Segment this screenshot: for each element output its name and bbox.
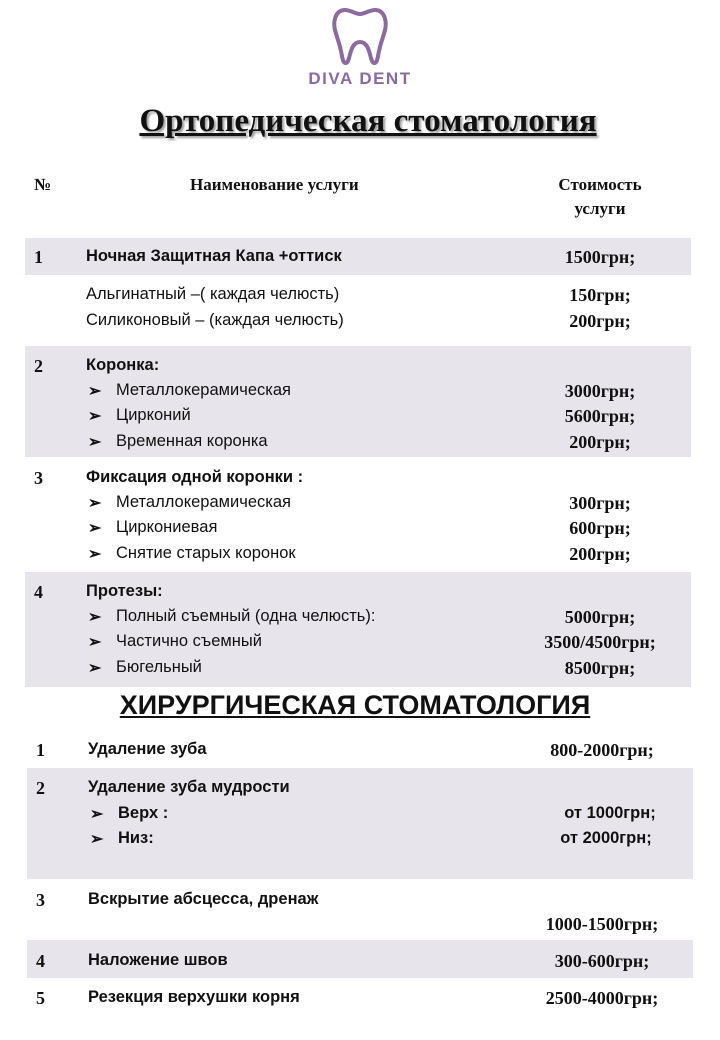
service-price: 200грн;: [569, 432, 631, 452]
service-option: Цирконий: [116, 406, 191, 424]
service-option: Верх :: [118, 804, 169, 822]
row-number: 4: [36, 951, 45, 971]
service-name: Коронка:: [86, 356, 160, 374]
row-number: 2: [36, 778, 45, 798]
row-number: 5: [36, 988, 45, 1008]
arrow-bullet-icon: ➢: [88, 495, 102, 512]
arrow-bullet-icon: ➢: [88, 634, 102, 651]
service-option: Металлокерамическая: [116, 493, 291, 511]
arrow-bullet-icon: ➢: [88, 546, 102, 563]
service-price: 8500грн;: [564, 658, 636, 678]
service-price: от 2000грн;: [560, 829, 652, 847]
service-name: Удаление зуба: [88, 740, 207, 758]
section-title: ХИРУРГИЧЕСКАЯ СТОМАТОЛОГИЯ: [119, 690, 591, 720]
logo: [285, 6, 435, 86]
service-price: 200грн;: [569, 544, 631, 564]
tooth-icon: [331, 6, 389, 68]
service-name: Резекция верхушки корня: [88, 988, 300, 1006]
service-option: Циркониевая: [116, 518, 218, 536]
service-price: от 1000грн;: [564, 804, 656, 822]
page-title: Ортопедическая стоматология: [139, 103, 597, 139]
service-name: Ночная Защитная Капа +оттиск: [86, 247, 342, 265]
service-name: Протезы:: [86, 582, 163, 600]
arrow-bullet-icon: ➢: [88, 383, 102, 400]
service-option: Полный съемный (одна челюсть):: [116, 607, 376, 625]
service-name: Наложение швов: [88, 951, 228, 969]
service-price: 5600грн;: [564, 406, 636, 426]
service-option: Временная коронка: [116, 432, 268, 450]
service-option: Альгинатный –( каждая челюсть): [86, 285, 340, 303]
service-option: Низ:: [118, 829, 154, 847]
service-price: 300-600грн;: [554, 951, 650, 971]
arrow-bullet-icon: ➢: [88, 520, 102, 537]
service-price: 1000-1500грн;: [545, 914, 659, 934]
service-price: 3000грн;: [564, 381, 636, 401]
service-name: Вскрытие абсцесса, дренаж: [88, 890, 319, 908]
header-price: Стоимость услуги: [558, 175, 642, 218]
service-price: 1500грн;: [564, 247, 636, 267]
service-option: Снятие старых коронок: [116, 544, 296, 562]
service-price: 200грн;: [569, 311, 631, 331]
service-option: Частично съемный: [116, 632, 262, 650]
row-number: 4: [34, 582, 43, 602]
service-name: Удаление зуба мудрости: [88, 778, 290, 796]
arrow-bullet-icon: ➢: [90, 806, 104, 823]
arrow-bullet-icon: ➢: [88, 434, 102, 451]
brand-name: DIVA DENT: [308, 69, 412, 88]
arrow-bullet-icon: ➢: [88, 408, 102, 425]
row-number: 1: [36, 740, 45, 760]
row-number: 3: [36, 890, 45, 910]
service-name: Фиксация одной коронки :: [86, 468, 304, 486]
service-price: 150грн;: [569, 285, 631, 305]
service-option: Силиконовый – (каждая челюсть): [86, 311, 344, 329]
arrow-bullet-icon: ➢: [88, 660, 102, 677]
service-price: 2500-4000грн;: [545, 988, 659, 1008]
service-price: 300грн;: [569, 493, 631, 513]
row-number: 2: [34, 356, 43, 376]
row-number: 3: [34, 468, 43, 488]
service-option: Бюгельный: [116, 658, 202, 676]
arrow-bullet-icon: ➢: [90, 831, 104, 848]
service-price: 800-2000грн;: [550, 740, 654, 760]
header-num: №: [34, 175, 52, 194]
service-price: 600грн;: [569, 518, 631, 538]
arrow-bullet-icon: ➢: [88, 609, 102, 626]
service-option: Металлокерамическая: [116, 381, 291, 399]
service-price: 3500/4500грн;: [544, 632, 656, 652]
service-price: 5000грн;: [564, 607, 636, 627]
row-number: 1: [34, 247, 43, 267]
header-name: Наименование услуги: [190, 175, 359, 194]
